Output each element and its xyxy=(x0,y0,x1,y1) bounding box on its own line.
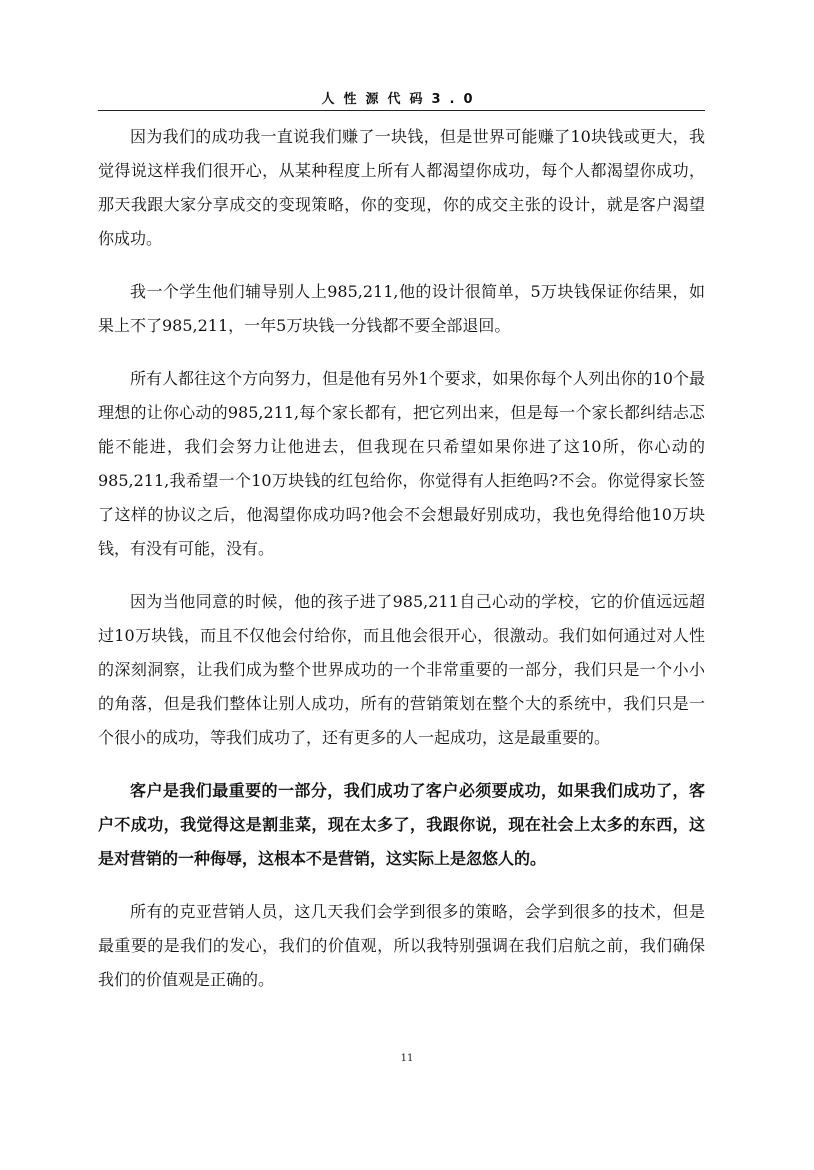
paragraph-4: 因为当他同意的时候，他的孩子进了985,211自己心动的学校，它的价值远远超过10万块钱，而且不仅他会付给你，而且他会很开心，很激动。我们如何通过对人性的深刻洞察，让我们成为整个世界成功的一个非常重要的一部分，我们只是一个小小的角落，但是我们整体让别人成功，所有的营销策划在整个大的系统中，我们只是一个很小的成功，等我们成功了，还有更多的人一起成功，这是最重要的。 xyxy=(98,592,705,747)
page-number: 11 xyxy=(400,1053,414,1064)
paragraph-1: 因为我们的成功我一直说我们赚了一块钱，但是世界可能赚了10块钱或更大，我觉得说这样我们很开心，从某种程度上所有人都渴望你成功，每个人都渴望你成功，那天我跟大家分享成交的变现策略，你的变现，你的成交主张的设计，就是客户渴望你成功。 xyxy=(98,127,705,248)
header-title: 人性源代码3.0 xyxy=(321,92,482,107)
paragraph-6: 所有的克亚营销人员，这几天我们会学到很多的策略，会学到很多的技术，但是最重要的是我们的发心，我们的价值观，所以我特别强调在我们启航之前，我们确保我们的价值观是正确的。 xyxy=(98,902,705,989)
paragraph-3: 所有人都往这个方向努力，但是他有另外1个要求，如果你每个人列出你的10个最理想的让你心动的985,211,每个家长都有，把它列出来，但是每一个家长都纠结忐忑能不能进，我们会努力让他进去，但我现在只希望如果你进了这10所，你心动的985,211,我希望一个10万块钱的红包给你，你觉得有人拒绝吗?不会。你觉得家长签了这样的协议之后，他渴望你成功吗?他会不会想最好别成功，我也免得给他10万块钱，有没有可能，没有。 xyxy=(98,369,705,558)
paragraph-2: 我一个学生他们辅导别人上985,211,他的设计很简单，5万块钱保证你结果，如果上不了985,211，一年5万块钱一分钱都不要全部退回。 xyxy=(98,282,705,335)
body-text xyxy=(98,120,705,1016)
running-header xyxy=(98,88,705,111)
paragraph-5-emphasis: 客户是我们最重要的一部分，我们成功了客户必须要成功，如果我们成功了，客户不成功，我觉得这是割韭菜，现在太多了，我跟你说，现在社会上太多的东西，这是对营销的一种侮辱，这根本不是营销，这实际上是忽悠人的。 xyxy=(98,781,705,868)
